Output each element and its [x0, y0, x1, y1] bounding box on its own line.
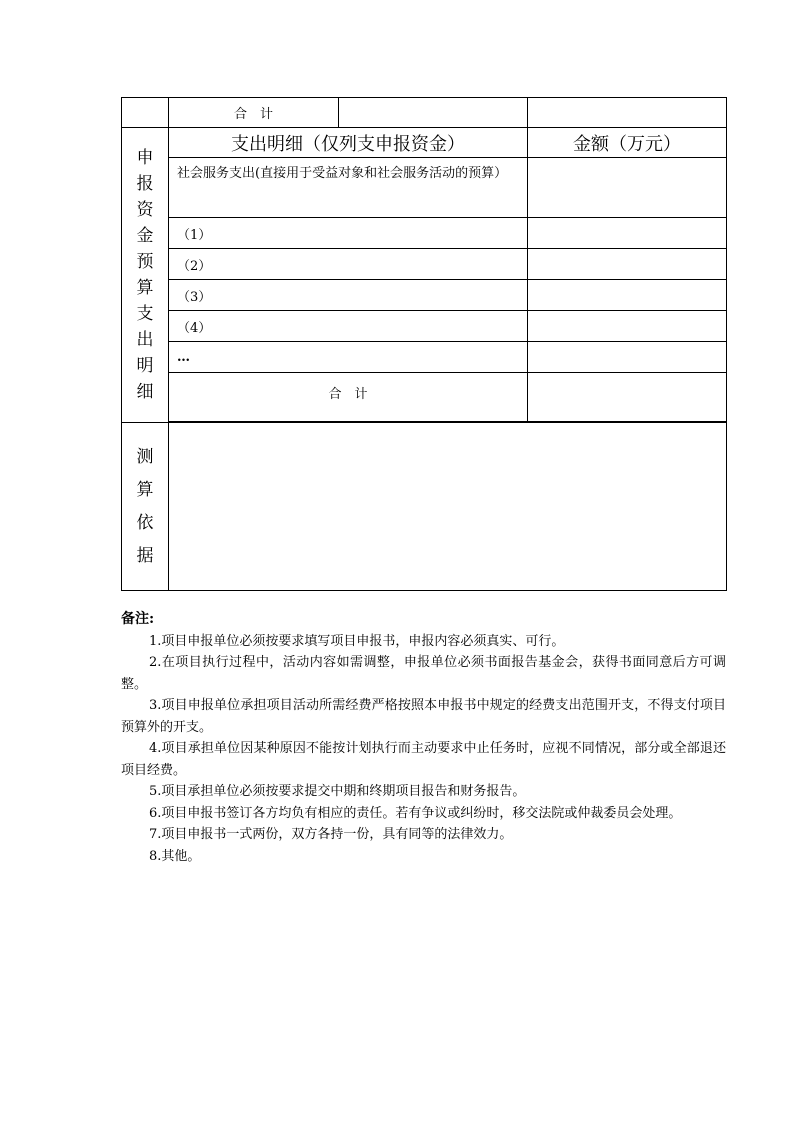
ellipsis-amount-cell[interactable]	[528, 342, 727, 373]
notes-title: 备注:	[121, 611, 155, 627]
item-1-label: （1）	[169, 218, 528, 249]
detail-header: 支出明细（仅列支申报资金）	[169, 128, 528, 158]
total-label: 合 计	[169, 373, 528, 422]
top-total-label: 合 计	[169, 98, 339, 128]
note-item: 1.项目申报单位必须按要求填写项目申报书，申报内容必须真实、可行。	[149, 633, 565, 649]
section-label-budget-details: 申 报 资 金 预 算 支 出 明 细	[122, 128, 169, 423]
section-label-calculation-basis: 测 算 依 据	[122, 423, 169, 591]
budget-table	[121, 97, 727, 591]
top-total-value-cell[interactable]	[339, 98, 528, 128]
total-amount-cell[interactable]	[528, 373, 727, 422]
note-item: 5.项目承担单位必须按要求提交中期和终期项目报告和财务报告。	[149, 784, 526, 799]
blank-cell	[122, 98, 169, 128]
item-3-amount-cell[interactable]	[528, 280, 727, 311]
notes-section	[121, 609, 726, 867]
item-2-amount-cell[interactable]	[528, 249, 727, 280]
description-amount-cell[interactable]	[528, 158, 727, 218]
social-service-description: 社会服务支出(直接用于受益对象和社会服务活动的预算）	[169, 158, 528, 218]
note-item: 3.项目申报单位承担项目活动所需经费严格按照本申报书中规定的经费支出范围开支，不得支付项目预算外的开支。	[121, 698, 726, 735]
item-2-label: （2）	[169, 249, 528, 280]
note-item: 7.项目申报书一式两份，双方各持一份，具有同等的法律效力。	[149, 827, 513, 842]
note-item: 6.项目申报书签订各方均负有相应的责任。若有争议或纠纷时，移交法院或仲裁委员会处理。	[149, 805, 682, 821]
ellipsis-label: …	[169, 342, 528, 373]
note-item: 4.项目承担单位因某种原因不能按计划执行而主动要求中止任务时，应视不同情况，部分或全部退还项目经费。	[121, 741, 726, 778]
item-4-amount-cell[interactable]	[528, 311, 727, 342]
calculation-basis-content-cell[interactable]	[169, 423, 727, 591]
note-item: 8.其他。	[149, 848, 201, 864]
item-3-label: （3）	[169, 280, 528, 311]
top-total-amount-cell[interactable]	[528, 98, 727, 128]
item-1-amount-cell[interactable]	[528, 218, 727, 249]
amount-header: 金额（万元）	[528, 128, 727, 158]
item-4-label: （4）	[169, 311, 528, 342]
note-item: 2.在项目执行过程中，活动内容如需调整，申报单位必须书面报告基金会，获得书面同意后方可调整。	[121, 655, 726, 692]
